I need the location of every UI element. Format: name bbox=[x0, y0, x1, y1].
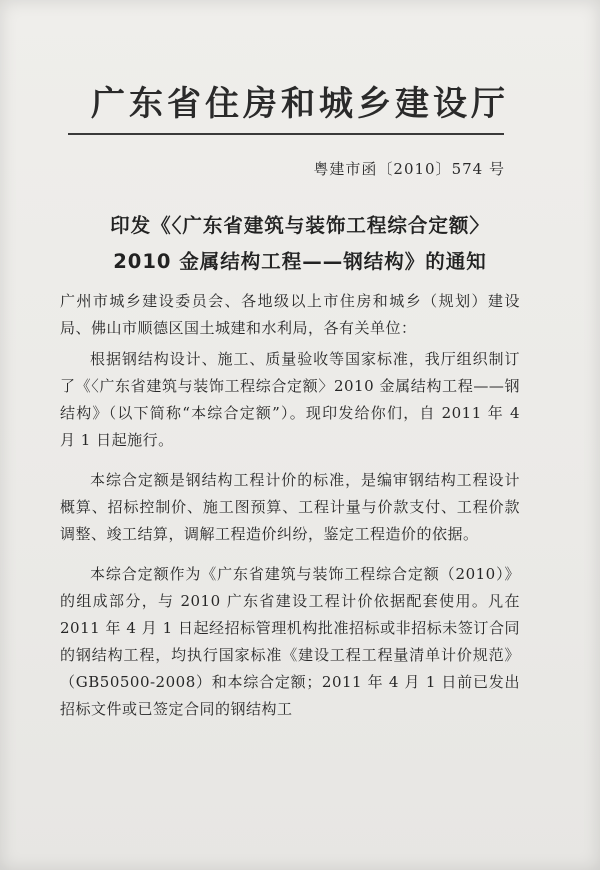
addressee-paragraph: 广州市城乡建设委员会、各地级以上市住房和城乡（规划）建设局、佛山市顺德区国土城建和水利局，各有关单位： bbox=[60, 292, 520, 337]
notice-body bbox=[60, 288, 520, 736]
body-paragraph-2: 本综合定额是钢结构工程计价的标准，是编审钢结构工程设计概算、招标控制价、施工图预算、工程计量与价款支付、工程价款调整、竣工结算，调解工程造价纠纷，鉴定工程造价的依据。 bbox=[60, 471, 520, 543]
body-paragraph-1: 根据钢结构设计、施工、质量验收等国家标准，我厅组织制订了《〈广东省建筑与装饰工程综合定额〉2010 金属结构工程——钢结构》（以下简称“本综合定额”）。现印发给你们，自 2011 年 4 月 1 日起施行。 bbox=[60, 350, 520, 449]
notice-title bbox=[45, 208, 555, 280]
notice-title-line-1: 印发《〈广东省建筑与装饰工程综合定额〉 bbox=[110, 214, 490, 237]
notice-title-line-2: 2010 金属结构工程——钢结构》的通知 bbox=[113, 250, 487, 273]
issuer-title: 广东省住房和城乡建设厅 bbox=[91, 84, 509, 124]
body-paragraph-3: 本综合定额作为《广东省建筑与装饰工程综合定额（2010）》的组成部分，与 2010 广东省建设工程计价依据配套使用。凡在 2011 年 4 月 1 日起经招标管理机构批准招标或非招标未签订合同的钢结构工程，均执行国家标准《建设工程工程量清单计价规范》（GB50500-2008）和本综合定额；2011 年 4 月 1 日前已发出招标文件或已签定合同的钢结构工 bbox=[60, 565, 520, 718]
document-number: 粤建市函〔2010〕574 号 bbox=[313, 160, 505, 178]
header-divider bbox=[68, 133, 504, 135]
